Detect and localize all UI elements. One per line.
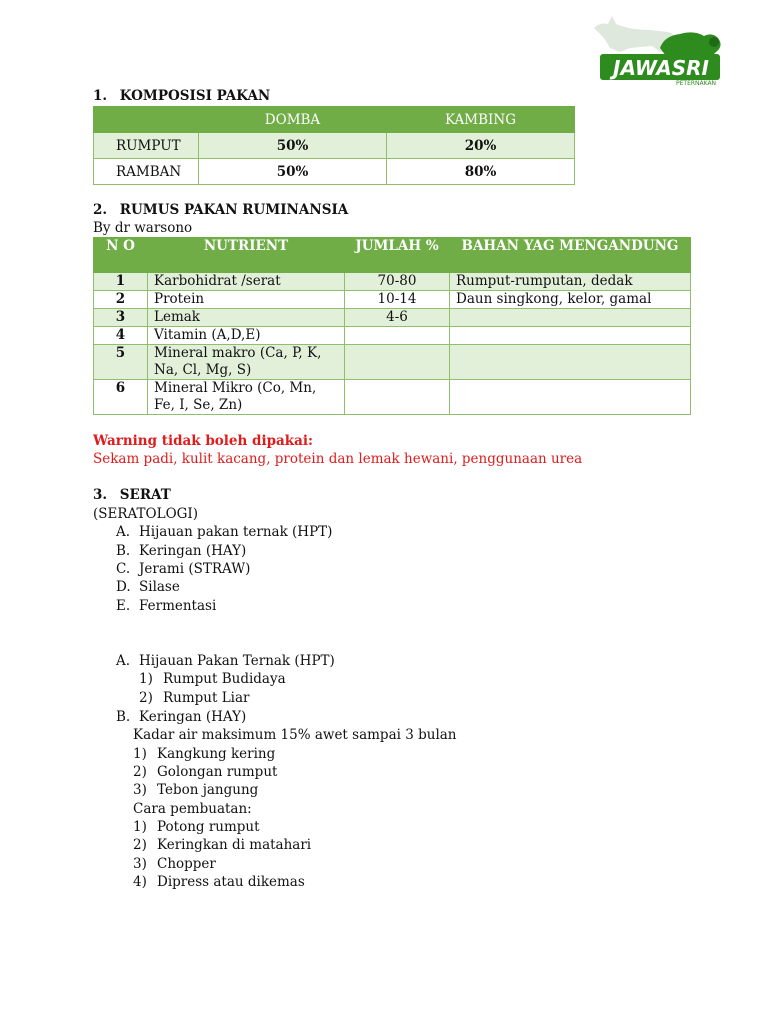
- nutrient-cell: Lemak: [148, 309, 345, 327]
- nutrient-table: [93, 237, 691, 415]
- subsection-b-title: [116, 708, 247, 726]
- list-text: Kangkung kering: [157, 746, 276, 762]
- table-row: [94, 327, 691, 345]
- list-item: [133, 836, 312, 854]
- row-number: 3: [94, 309, 148, 327]
- list-marker: 2): [133, 764, 147, 780]
- nutrient-cell: Mineral makro (Ca, P, K, Na, Cl, Mg, S): [148, 345, 345, 380]
- section-2-heading: [93, 201, 348, 219]
- section-subtitle: (SERATOLOGI): [93, 506, 199, 522]
- section-1-heading: [93, 87, 270, 105]
- list-text: Keringan (HAY): [139, 543, 247, 559]
- amount-cell: [345, 380, 450, 415]
- list-text: Golongan rumput: [157, 764, 278, 780]
- list-marker: 1): [133, 746, 147, 762]
- list-marker: B.: [116, 709, 131, 725]
- list-marker: D.: [116, 579, 131, 595]
- row-label: RAMBAN: [94, 159, 199, 185]
- list-item: [133, 873, 305, 891]
- row-number: 5: [94, 345, 148, 380]
- table-row: [94, 159, 575, 185]
- list-text: Rumput Budidaya: [163, 671, 286, 687]
- list-item: [116, 597, 217, 615]
- list-marker: 2): [139, 690, 153, 706]
- value-cell: 50%: [199, 159, 387, 185]
- list-item: [133, 781, 259, 799]
- source-cell: [450, 345, 691, 380]
- byline: By dr warsono: [93, 220, 193, 236]
- section-title: KOMPOSISI PAKAN: [119, 88, 271, 104]
- list-marker: A.: [116, 524, 131, 540]
- logo-brand: JAWASRI: [613, 56, 709, 80]
- list-text: Hijauan Pakan Ternak (HPT): [139, 653, 335, 669]
- subsection-a-title: [116, 652, 335, 670]
- source-cell: Rumput-rumputan, dedak: [450, 273, 691, 291]
- list-text: Potong rumput: [157, 819, 260, 835]
- table-row: [94, 273, 691, 291]
- list-marker: E.: [116, 598, 131, 614]
- list-marker: 3): [133, 782, 147, 798]
- list-item: [116, 560, 251, 578]
- nutrient-cell: Mineral Mikro (Co, Mn, Fe, I, Se, Zn): [148, 380, 345, 415]
- table-header-row: [94, 107, 575, 133]
- source-cell: [450, 309, 691, 327]
- list-item: [139, 689, 250, 707]
- header-cell: KAMBING: [387, 107, 575, 133]
- list-text: Chopper: [157, 856, 216, 872]
- amount-cell: 4-6: [345, 309, 450, 327]
- amount-cell: [345, 327, 450, 345]
- warning-title: Warning tidak boleh dipakai:: [93, 433, 313, 449]
- row-number: 6: [94, 380, 148, 415]
- section-number: 3.: [93, 487, 108, 503]
- header-cell: N O: [94, 238, 148, 273]
- row-number: 1: [94, 273, 148, 291]
- logo-subtitle: PETERNAKAN: [676, 80, 717, 87]
- list-item: [133, 745, 276, 763]
- header-cell: DOMBA: [199, 107, 387, 133]
- section-number: 2.: [93, 202, 108, 218]
- list-marker: 4): [133, 874, 147, 890]
- source-cell: [450, 327, 691, 345]
- header-cell: NUTRIENT: [148, 238, 345, 273]
- row-number: 2: [94, 291, 148, 309]
- amount-cell: 10-14: [345, 291, 450, 309]
- table-row: [94, 345, 691, 380]
- warning-text: Sekam padi, kulit kacang, protein dan lemak hewani, penggunaan urea: [93, 451, 583, 467]
- method-title: Cara pembuatan:: [133, 801, 252, 817]
- list-text: Dipress atau dikemas: [157, 874, 305, 890]
- list-marker: 1): [133, 819, 147, 835]
- list-text: Jerami (STRAW): [139, 561, 251, 577]
- composition-table: [93, 106, 575, 185]
- source-cell: Daun singkong, kelor, gamal: [450, 291, 691, 309]
- section-3-heading: [93, 486, 171, 504]
- list-text: Rumput Liar: [163, 690, 250, 706]
- value-cell: 80%: [387, 159, 575, 185]
- nutrient-cell: Vitamin (A,D,E): [148, 327, 345, 345]
- value-cell: 20%: [387, 133, 575, 159]
- table-row: [94, 291, 691, 309]
- amount-cell: 70-80: [345, 273, 450, 291]
- list-item: [133, 818, 260, 836]
- list-text: Keringan (HAY): [139, 709, 247, 725]
- list-item: [139, 670, 286, 688]
- list-text: Fermentasi: [139, 598, 217, 614]
- list-marker: C.: [116, 561, 131, 577]
- jawasri-logo: [590, 8, 730, 90]
- list-marker: 3): [133, 856, 147, 872]
- nutrient-cell: Karbohidrat /serat: [148, 273, 345, 291]
- table-row: [94, 380, 691, 415]
- section-number: 1.: [93, 88, 108, 104]
- list-text: Hijauan pakan ternak (HPT): [139, 524, 333, 540]
- list-text: Silase: [139, 579, 180, 595]
- table-row: [94, 133, 575, 159]
- list-item: [116, 578, 180, 596]
- section-title: SERAT: [119, 487, 171, 503]
- list-marker: 1): [139, 671, 153, 687]
- table-row: [94, 309, 691, 327]
- list-item: [116, 523, 333, 541]
- table-header-row: [94, 238, 691, 273]
- row-number: 4: [94, 327, 148, 345]
- list-item: [133, 763, 278, 781]
- header-cell: [94, 107, 199, 133]
- list-marker: B.: [116, 543, 131, 559]
- header-cell: JUMLAH %: [345, 238, 450, 273]
- row-label: RUMPUT: [94, 133, 199, 159]
- hay-note: Kadar air maksimum 15% awet sampai 3 bulan: [133, 727, 457, 743]
- amount-cell: [345, 345, 450, 380]
- list-marker: A.: [116, 653, 131, 669]
- list-text: Keringkan di matahari: [157, 837, 312, 853]
- header-cell: BAHAN YAG MENGANDUNG: [450, 238, 691, 273]
- list-marker: 2): [133, 837, 147, 853]
- value-cell: 50%: [199, 133, 387, 159]
- list-item: [116, 542, 247, 560]
- list-item: [133, 855, 216, 873]
- source-cell: [450, 380, 691, 415]
- section-title: RUMUS PAKAN RUMINANSIA: [119, 202, 349, 218]
- list-text: Tebon jangung: [157, 782, 259, 798]
- nutrient-cell: Protein: [148, 291, 345, 309]
